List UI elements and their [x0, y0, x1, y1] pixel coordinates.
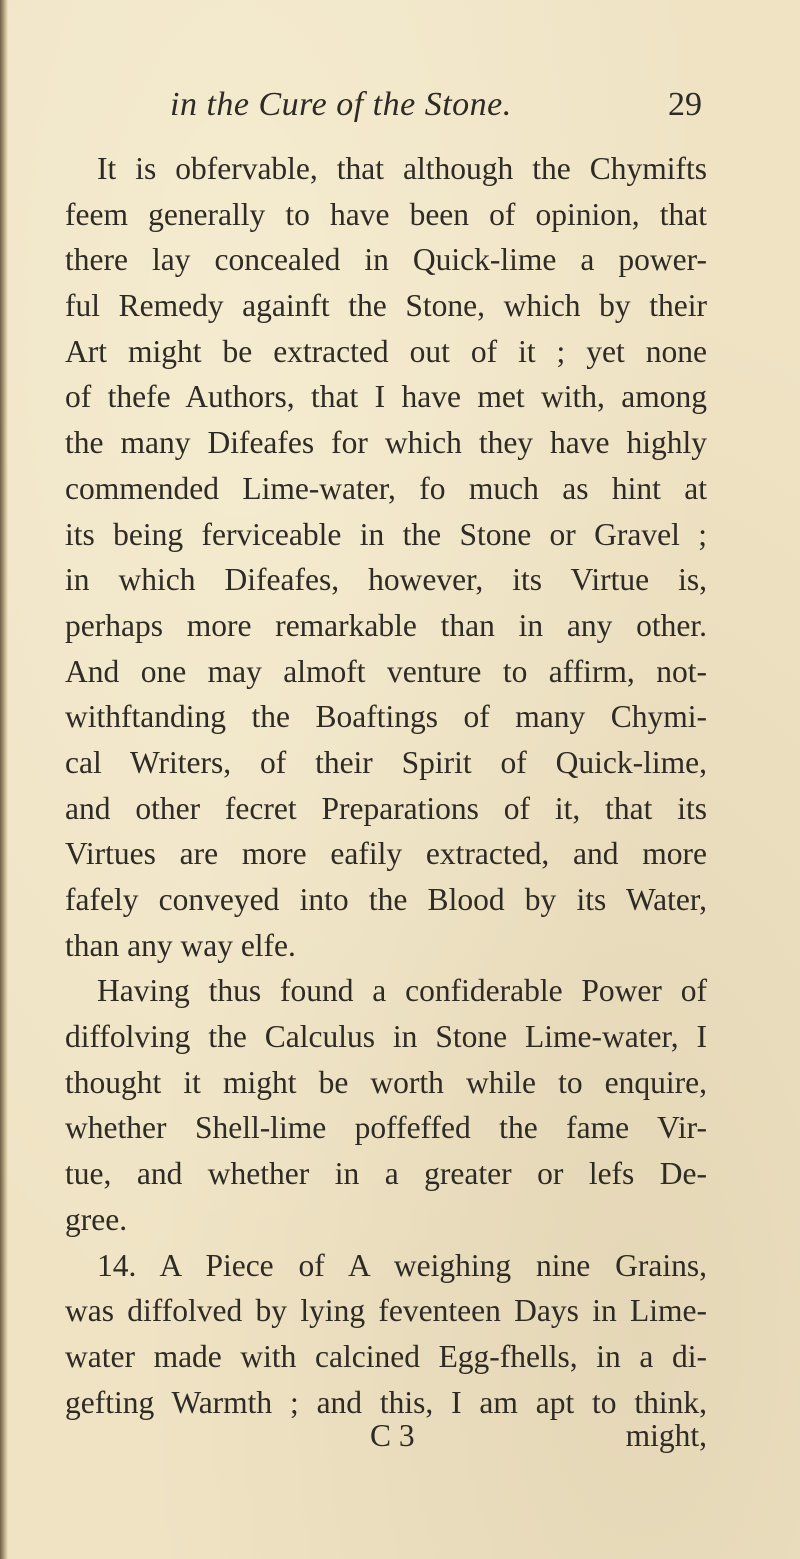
text-line: 14. A Piece of A weighing nine Grains, [97, 1247, 707, 1283]
text-line: Having thus found a confiderable Power of [97, 973, 707, 1009]
text-line: withftanding the Boaftings of many Chymi- [65, 699, 707, 735]
text-line: Virtues are more eafily extracted, and more [65, 836, 707, 872]
text-line: It is obfervable, that although the Chymifts [97, 151, 707, 186]
text-line: cal Writers, of their Spirit of Quick-lime, [65, 744, 707, 780]
text-line: its being ferviceable in the Stone or Gravel ; [65, 516, 707, 552]
signature-mark: C 3 [370, 1418, 415, 1453]
running-title: in the Cure of the Stone. [170, 86, 512, 123]
text-line: perhaps more remarkable than in any other. [65, 607, 707, 643]
text-line: commended Lime-water, fo much as hint at [65, 470, 707, 506]
text-line: whether Shell-lime poffeffed the fame Vir- [65, 1110, 707, 1146]
text-line: the many Difeafes for which they have highly [65, 425, 707, 461]
text-line: gree. [65, 1201, 128, 1237]
text-line: and other fecret Preparations of it, that its [65, 790, 707, 826]
text-line: And one may almoft venture to affirm, not- [65, 653, 707, 689]
text-line: in which Difeafes, however, its Virtue is, [65, 562, 707, 598]
text-line: feem generally to have been of opinion, that [65, 196, 707, 232]
text-line: there lay concealed in Quick-lime a power- [65, 242, 707, 278]
text-line: diffolving the Calculus in Stone Lime-water, I [65, 1019, 707, 1055]
page-footer [65, 1418, 707, 1464]
catchword: might, [625, 1418, 707, 1453]
text-line: was diffolved by lying feventeen Days in Lime- [65, 1293, 707, 1329]
text-line: ful Remedy againft the Stone, which by their [65, 288, 707, 324]
text-line: thought it might be worth while to enquire, [65, 1064, 707, 1100]
body-text [65, 146, 707, 1425]
text-line: water made with calcined Egg-fhells, in a di- [65, 1338, 707, 1374]
page-header [170, 86, 710, 136]
text-line: gefting Warmth ; and this, I am apt to think, [65, 1384, 707, 1420]
text-line: Art might be extracted out of it ; yet none [65, 333, 707, 369]
text-line: than any way elfe. [65, 927, 296, 963]
text-line: fafely conveyed into the Blood by its Water, [65, 882, 707, 917]
text-line: tue, and whether in a greater or lefs De- [65, 1156, 707, 1192]
page-number: 29 [668, 86, 702, 123]
text-line: of thefe Authors, that I have met with, among [65, 379, 707, 415]
